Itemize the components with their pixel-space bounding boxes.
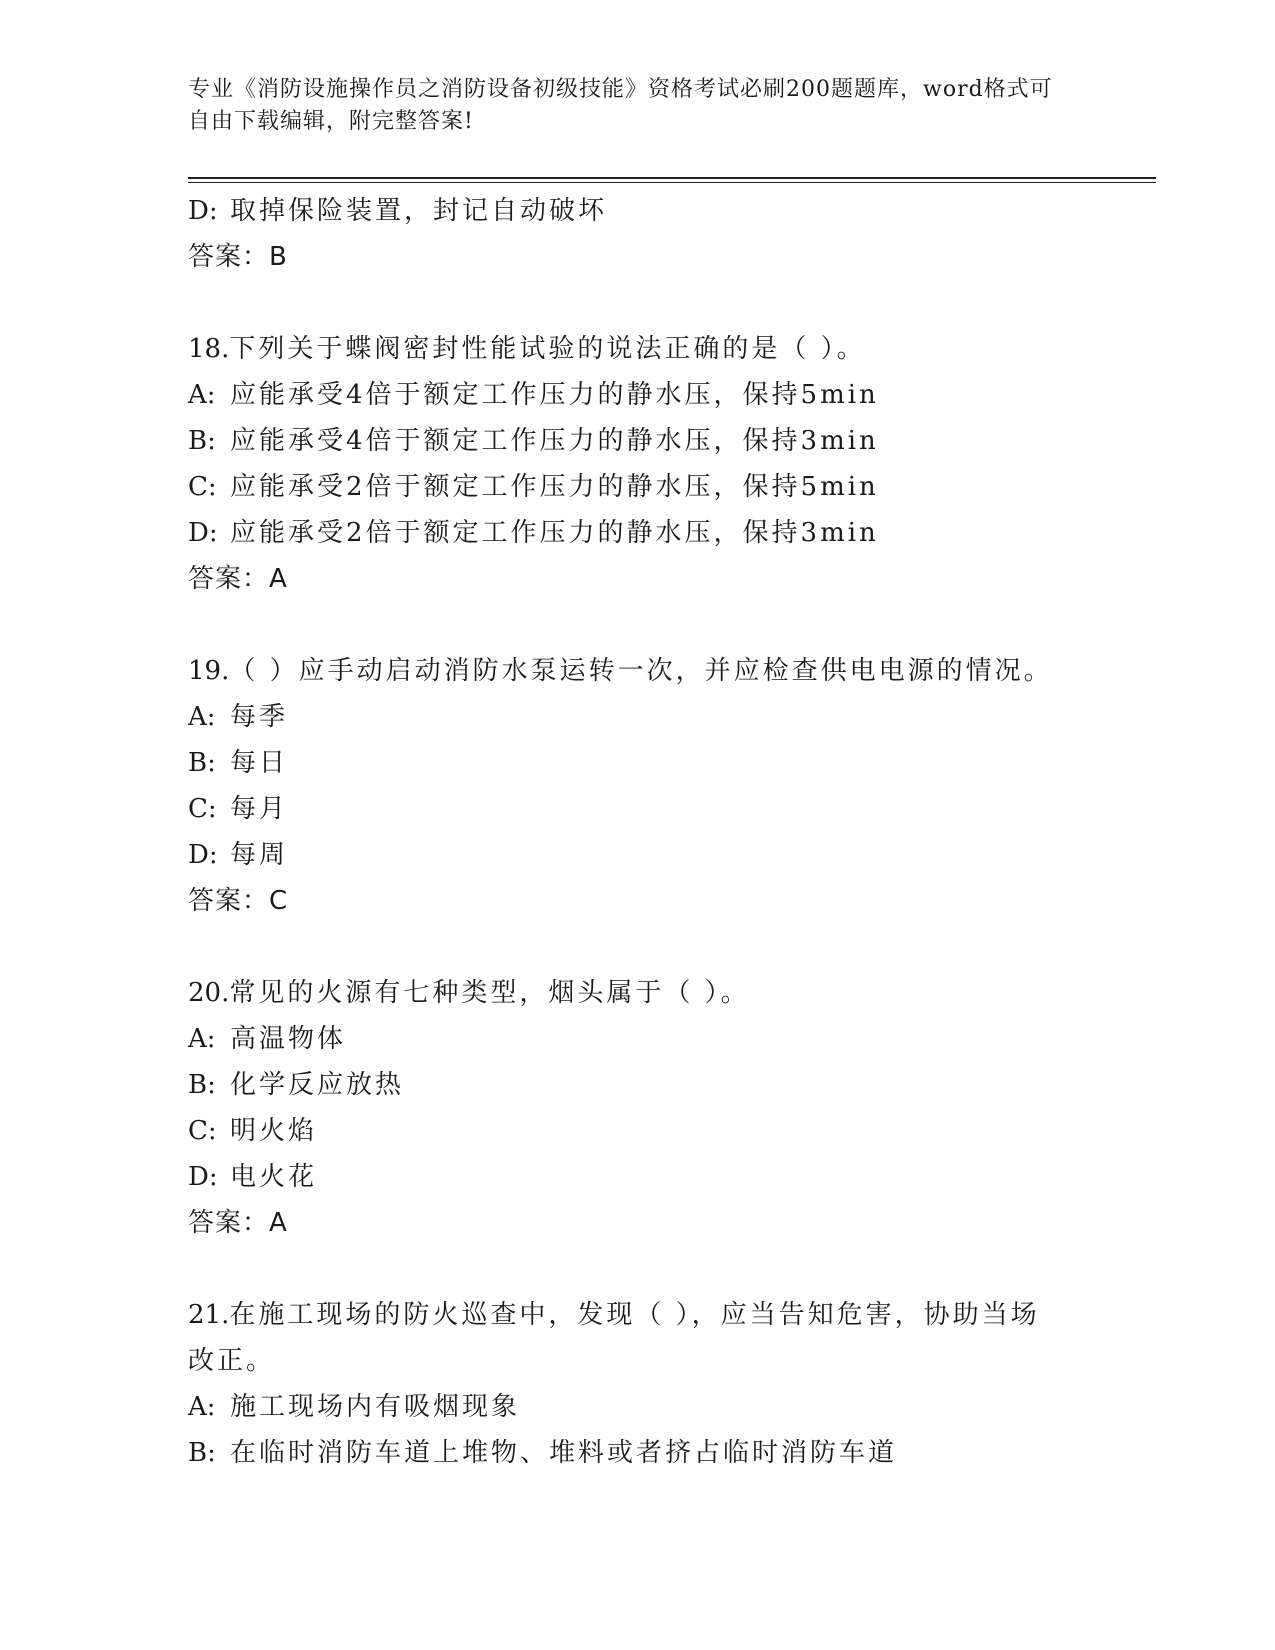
- option-text: 应能承受4倍于额定工作压力的静水压，保持5min: [230, 380, 879, 410]
- question-19-answer: 答案：C: [188, 886, 289, 916]
- option-label: B:: [188, 748, 216, 778]
- option-label: A:: [188, 1024, 216, 1054]
- question-19-option-d: [188, 832, 1088, 878]
- question-content: [188, 188, 1088, 1476]
- prev-option-d: [188, 188, 1088, 234]
- option-label: D:: [188, 196, 218, 226]
- question-21-stem-continued: 改正。: [188, 1346, 276, 1376]
- option-text: 化学反应放热: [230, 1070, 405, 1100]
- question-18-option-d: [188, 510, 1088, 556]
- header-rule-thick: [188, 177, 1156, 179]
- option-label: C:: [188, 794, 217, 824]
- option-text: 高温物体: [230, 1024, 347, 1054]
- option-text: 在临时消防车道上堆物、堆料或者挤占临时消防车道: [230, 1438, 898, 1468]
- option-label: D:: [188, 840, 218, 870]
- spacer: [188, 924, 1088, 970]
- option-text: 应能承受2倍于额定工作压力的静水压，保持5min: [230, 472, 879, 502]
- question-number: 18.: [188, 334, 230, 364]
- spacer: [188, 280, 1088, 326]
- spacer: [188, 602, 1088, 648]
- prev-answer: 答案：B: [188, 242, 288, 272]
- option-text: 每周: [230, 840, 289, 870]
- header-rule-thin: [188, 182, 1156, 183]
- question-text: 在施工现场的防火巡查中，发现（ ），应当告知危害，协助当场: [229, 1300, 1040, 1330]
- question-18-answer: 答案：A: [188, 564, 288, 594]
- question-21-option-a: [188, 1384, 1088, 1430]
- option-text: 每日: [230, 748, 289, 778]
- question-20-option-a: [188, 1016, 1088, 1062]
- option-text: 明火焰: [230, 1116, 318, 1146]
- option-text: 取掉保险装置，封记自动破坏: [230, 196, 608, 226]
- question-21-stem: [188, 1292, 1088, 1338]
- question-18-stem: [188, 326, 1088, 372]
- option-label: D:: [188, 518, 218, 548]
- question-19-stem: [188, 648, 1088, 694]
- question-18-option-c: [188, 464, 1088, 510]
- option-label: A:: [188, 380, 216, 410]
- question-20-answer: 答案：A: [188, 1208, 288, 1238]
- question-19-option-a: [188, 694, 1088, 740]
- question-number: 20.: [188, 978, 230, 1008]
- option-text: 施工现场内有吸烟现象: [230, 1392, 521, 1422]
- question-text: 下列关于蝶阀密封性能试验的说法正确的是（ ）。: [229, 334, 866, 364]
- question-18-option-a: [188, 372, 1088, 418]
- question-number: 19.: [188, 656, 230, 686]
- option-label: D:: [188, 1162, 218, 1192]
- question-20-option-c: [188, 1108, 1088, 1154]
- option-text: 每月: [230, 794, 289, 824]
- option-label: A:: [188, 702, 216, 732]
- question-text: （ ）应手动启动消防水泵运转一次，并应检查供电电源的情况。: [229, 656, 1053, 686]
- question-20-option-d: [188, 1154, 1088, 1200]
- option-text: 应能承受4倍于额定工作压力的静水压，保持3min: [230, 426, 879, 456]
- option-label: A:: [188, 1392, 216, 1422]
- question-text: 常见的火源有七种类型，烟头属于（ ）。: [229, 978, 750, 1008]
- option-label: C:: [188, 1116, 217, 1146]
- option-label: B:: [188, 1070, 216, 1100]
- option-label: B:: [188, 1438, 216, 1468]
- document-header: 专业《消防设施操作员之消防设备初级技能》资格考试必刷200题题库，word格式可自由下载编辑，附完整答案!: [188, 77, 1053, 134]
- question-19-option-c: [188, 786, 1088, 832]
- question-20-option-b: [188, 1062, 1088, 1108]
- question-21-option-b: [188, 1430, 1088, 1476]
- question-19-option-b: [188, 740, 1088, 786]
- question-number: 21.: [188, 1300, 230, 1330]
- option-text: 电火花: [230, 1162, 318, 1192]
- option-text: 应能承受2倍于额定工作压力的静水压，保持3min: [230, 518, 879, 548]
- option-label: C:: [188, 472, 217, 502]
- option-label: B:: [188, 426, 216, 456]
- spacer: [188, 1246, 1088, 1292]
- question-18-option-b: [188, 418, 1088, 464]
- option-text: 每季: [230, 702, 289, 732]
- question-20-stem: [188, 970, 1088, 1016]
